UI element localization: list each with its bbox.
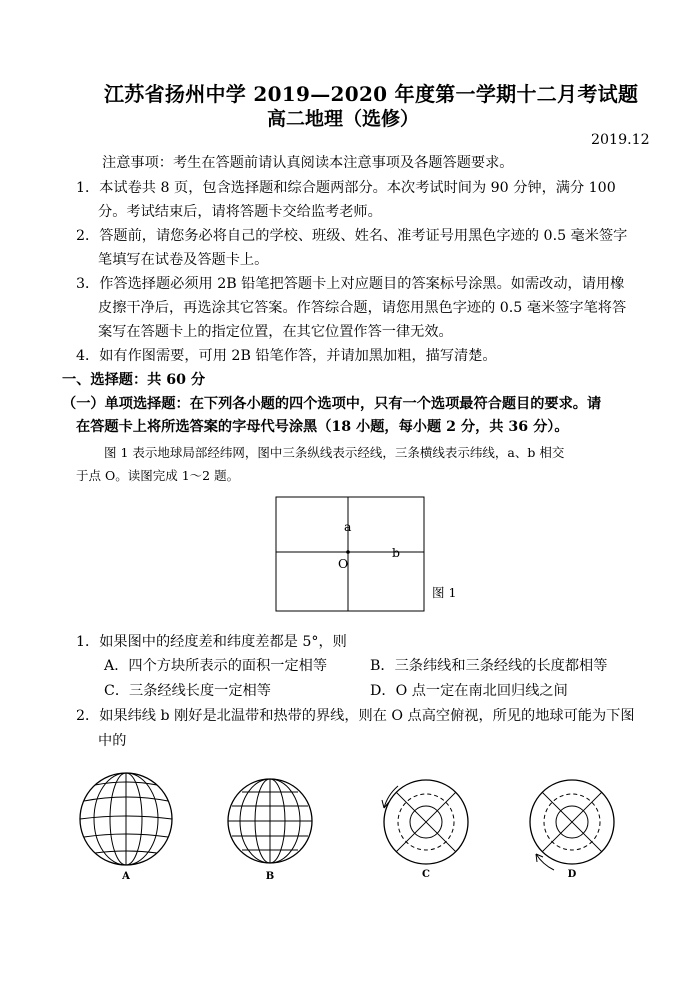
notice-heading: 注意事项：考生在答题前请认真阅读本注意事项及各题答题要求。 xyxy=(102,155,514,171)
subsection-heading-line-1: （一）单项选择题：在下列各小题的四个选项中，只有一个选项最符合题目的要求。请 xyxy=(62,396,602,412)
section-heading: 一、选择题：共 60 分 xyxy=(62,372,206,388)
notice-1-line-2: 分。考试结束后，请将答题卡交给监考老师。 xyxy=(98,204,382,220)
q1-option-d: D．O 点一定在南北回归线之间 xyxy=(370,683,568,699)
globe-a-label: A xyxy=(122,871,130,882)
exam-subtitle: 高二地理（选修） xyxy=(267,108,420,130)
q2-stem-line-1: 2．如果纬线 b 刚好是北温带和热带的界线，则在 O 点高空俯视，所见的地球可能为下图 xyxy=(76,708,635,724)
notice-4-line-1: 4．如有作图需要，可用 2B 铅笔作答，并请加黑加粗，描写清楚。 xyxy=(76,348,497,364)
notice-3-line-1: 3．作答选择题必须用 2B 铅笔把答题卡上对应题目的答案标号涂黑。如需改动，请用橡 xyxy=(76,276,625,292)
subsection-heading-line-2: 在答题卡上将所选答案的字母代号涂黑（18 小题，每小题 2 分，共 36 分）。 xyxy=(76,419,569,435)
figure-1-label-o: O xyxy=(338,556,349,571)
exam-title: 江苏省扬州中学 2019—2020 年度第一学期十二月考试题 xyxy=(104,82,639,106)
globe-meridians-icon xyxy=(78,771,174,867)
exam-date: 2019.12 xyxy=(591,132,650,148)
globe-b-label: B xyxy=(265,871,275,882)
notice-3-line-3: 案写在答题卡上的指定位置，在其它位置作答一律无效。 xyxy=(98,324,453,340)
globe-d-label: D xyxy=(567,869,577,880)
polar-view-clockwise-icon xyxy=(524,776,620,876)
q1-option-b: B．三条纬线和三条经线的长度都相等 xyxy=(370,658,608,674)
q1-stem: 1．如果图中的经度差和纬度差都是 5°，则 xyxy=(76,634,347,650)
figure-intro-line-1: 图 1 表示地球局部经纬网，图中三条纵线表示经线，三条横线表示纬线，a、b 相交 xyxy=(104,445,565,460)
globe-c-label: C xyxy=(422,869,430,880)
q1-option-c: C．三条经线长度一定相等 xyxy=(104,683,271,699)
globe-grid-icon xyxy=(226,777,314,865)
polar-view-counterclockwise-icon xyxy=(378,776,474,868)
figure-1-label-a: a xyxy=(344,519,352,534)
notice-2-line-1: 2．答题前，请您务必将自己的学校、班级、姓名、准考证号用黑色字迹的 0.5 毫米签字 xyxy=(76,228,628,244)
notice-1-line-1: 1．本试卷共 8 页，包含选择题和综合题两部分。本次考试时间为 90 分钟，满分 100 xyxy=(76,180,616,196)
figure-1-grid xyxy=(270,496,430,614)
q2-stem-line-2: 中的 xyxy=(98,733,127,749)
figure-1-caption: 图 1 xyxy=(432,585,457,600)
notice-2-line-2: 笔填写在试卷及答题卡上。 xyxy=(98,252,269,268)
q1-option-a: A．四个方块所表示的面积一定相等 xyxy=(104,658,328,674)
notice-3-line-2: 皮擦干净后，再选涂其它答案。作答综合题，请您用黑色字迹的 0.5 毫米签字笔将答 xyxy=(98,300,627,316)
figure-intro-line-2: 于点 O。读图完成 1～2 题。 xyxy=(76,468,240,483)
figure-1-label-b: b xyxy=(392,545,401,560)
